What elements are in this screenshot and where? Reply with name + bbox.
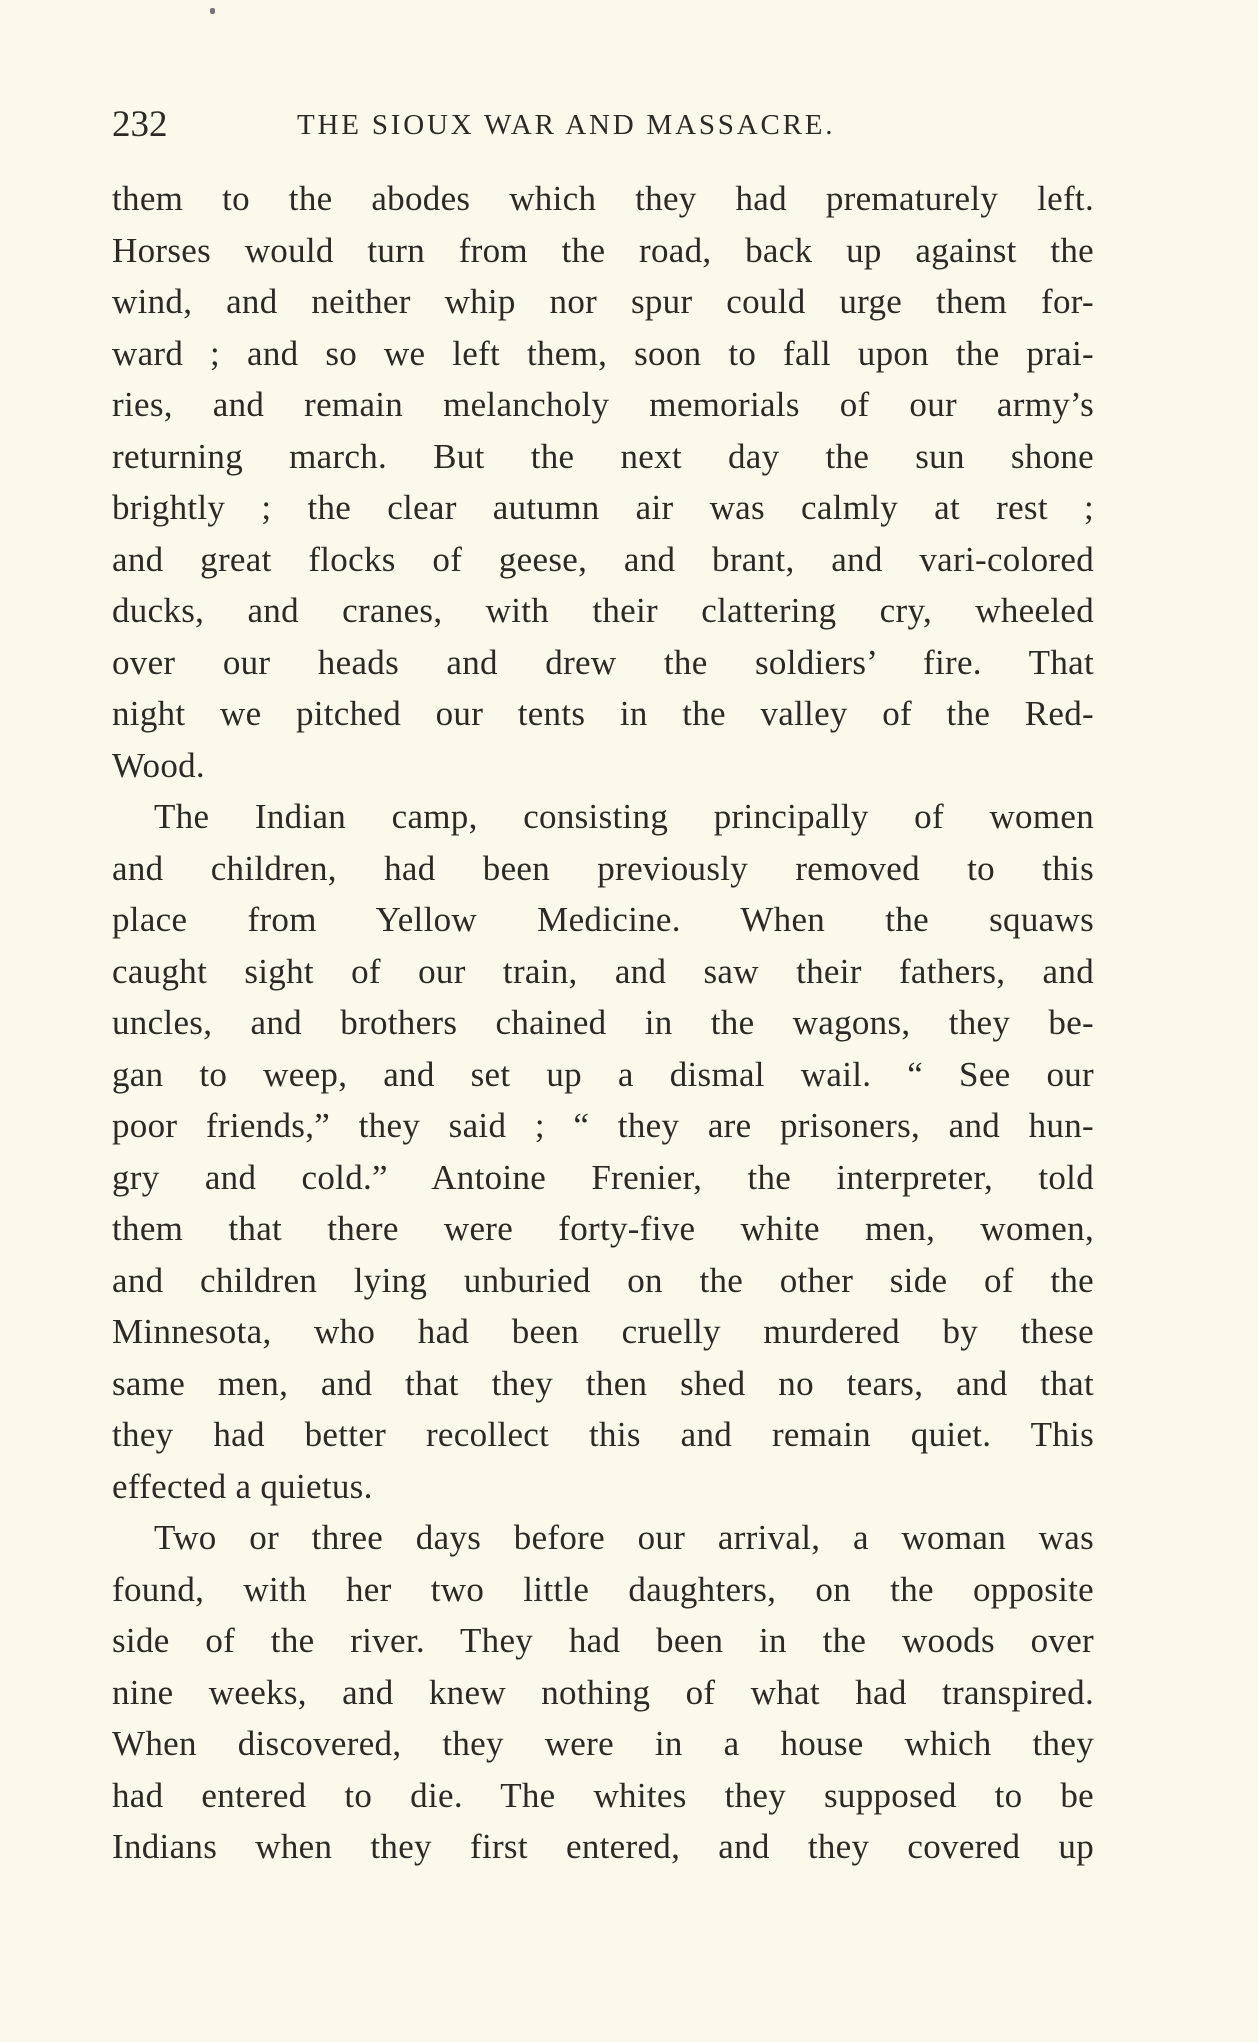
paragraph xyxy=(112,173,1094,791)
text-line: wind, and neither whip nor spur could urge them for- xyxy=(112,282,1094,321)
text-line: and children, had been previously removed to this xyxy=(112,848,1094,888)
text-line: ducks, and cranes, with their clattering cry, wheeled xyxy=(112,591,1094,630)
text-line: night we pitched our tents in the valley of the Red- xyxy=(112,694,1094,733)
text-line: side of the river. They had been in the woods over xyxy=(112,1621,1094,1660)
text-line: Two or three days before our arrival, a woman was xyxy=(154,1518,1094,1557)
text-line: gan to weep, and set up a dismal wail. “ See our xyxy=(112,1054,1094,1094)
text-line: and children lying unburied on the other side of the xyxy=(112,1260,1094,1300)
text-line: ries, and remain melancholy memorials of our army’s xyxy=(112,385,1094,424)
text-line: returning march. But the next day the sun shone xyxy=(112,436,1094,476)
text-line: found, with her two little daughters, on the opposite xyxy=(112,1569,1094,1609)
text-line: nine weeks, and knew nothing of what had transpired. xyxy=(112,1672,1094,1712)
text-line: them to the abodes which they had prematurely left. xyxy=(112,179,1094,218)
text-line: gry and cold.” Antoine Frenier, the interpreter, told xyxy=(112,1157,1094,1197)
text-line: brightly ; the clear autumn air was calmly at rest ; xyxy=(112,488,1094,527)
text-line: When discovered, they were in a house which they xyxy=(112,1724,1094,1763)
body-text xyxy=(112,173,1094,1873)
text-line: Minnesota, who had been cruelly murdered by these xyxy=(112,1312,1094,1351)
text-line: had entered to die. The whites they supposed to be xyxy=(112,1775,1094,1815)
paragraph xyxy=(112,1512,1094,1873)
text-line: Wood. xyxy=(112,745,205,785)
text-line: same men, and that they then shed no tears, and that xyxy=(112,1363,1094,1403)
running-title: THE SIOUX WAR AND MASSACRE. xyxy=(297,109,836,141)
paragraph xyxy=(112,791,1094,1512)
text-line: place from Yellow Medicine. When the squaws xyxy=(112,900,1094,939)
text-line: uncles, and brothers chained in the wagons, they be- xyxy=(112,1003,1094,1042)
page-number: 232 xyxy=(112,104,168,145)
ink-speck xyxy=(210,8,215,14)
page-header xyxy=(112,100,1094,150)
text-line: The Indian camp, consisting principally of women xyxy=(154,797,1094,836)
text-line: they had better recollect this and remain quiet. This xyxy=(112,1415,1094,1454)
text-line: over our heads and drew the soldiers’ fire. That xyxy=(112,642,1094,682)
text-line: effected a quietus. xyxy=(112,1466,373,1506)
text-line: Horses would turn from the road, back up against the xyxy=(112,230,1094,270)
text-line: and great flocks of geese, and brant, and vari-colored xyxy=(112,539,1094,579)
text-line: Indians when they first entered, and they covered up xyxy=(112,1827,1094,1866)
text-line: them that there were forty-five white men, women, xyxy=(112,1209,1094,1248)
text-line: ward ; and so we left them, soon to fall upon the prai- xyxy=(112,333,1094,373)
text-line: caught sight of our train, and saw their fathers, and xyxy=(112,951,1094,991)
text-line: poor friends,” they said ; “ they are prisoners, and hun- xyxy=(112,1106,1094,1145)
